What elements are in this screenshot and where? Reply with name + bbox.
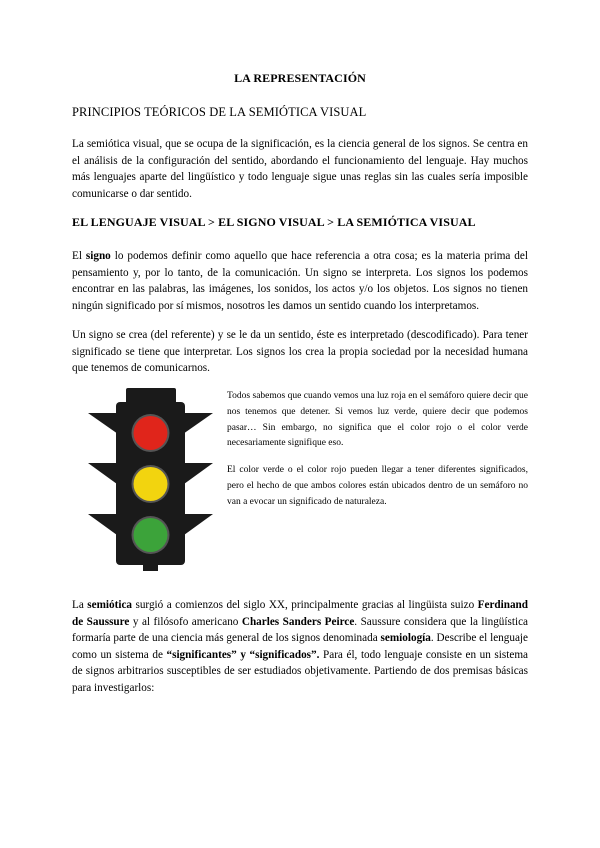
peirce-name: Charles Sanders Peirce: [241, 615, 355, 628]
semiotica-text-5: . Describe el lenguaje como un sistema de: [72, 632, 528, 661]
document-title: LA REPRESENTACIÓN: [234, 71, 366, 85]
signo-paragraph: [72, 248, 528, 314]
significantes-term: “significantes” y “significados”.: [166, 648, 320, 661]
traffic-light-paragraph-2: El color verde o el color rojo pueden llegar a tener diferentes significados, pero el hecho de que ambos colores están ubicados dentro de un semáforo no van a evocar un significado de naturaleza.: [227, 465, 528, 507]
semiotica-text-6: Para él, todo lenguaje consiste en un sistema de signos arbitrarios susceptibles de ser estudiados objetivamente. Partiendo de dos premisas básicas para investigarlos:: [72, 648, 528, 694]
semiotica-text-3: y al filósofo americano: [129, 615, 242, 628]
signo-text-pre: El: [72, 250, 86, 262]
red-lamp: [134, 416, 168, 450]
traffic-light-paragraph-1: Todos sabemos que cuando vemos una luz roja en el semáforo quiere decir que nos tenemos que detener. Si vemos luz verde, quiere decir que podemos pasar… Sin embargo, no significa que el color rojo o el color verde necesariamente signifique eso.: [227, 391, 528, 449]
semiotica-text-1: La: [72, 599, 88, 611]
semiotica-paragraph: [72, 597, 528, 697]
crea-paragraph: Un signo se crea (del referente) y se le da un sentido, éste es interpretado (descodificado). Para tener significado se tiene que interpretar. Los signos los crea la propia sociedad por la necesidad humana que tenemos de comunicarnos.: [72, 329, 528, 375]
traffic-light-icon: [88, 388, 213, 571]
signo-text-post: lo podemos definir como aquello que hace referencia a otra cosa; es la materia prima del pensamiento y, por lo tanto, de la comunicación. Un signo se interpreta. Los signos los podemos encontrar en las palabras, las imágenes, los sonidos, los actos y/o los objetos. Los signos no tienen ningún significado por sí mismos, nosotros les damos un sentido cuando los interpretamos.: [72, 250, 528, 312]
housing-top: [126, 388, 176, 404]
document-subtitle: PRINCIPIOS TEÓRICOS DE LA SEMIÓTICA VISUAL: [72, 105, 367, 119]
semiotica-bold-term: semiótica: [87, 599, 133, 611]
intro-paragraph: La semiótica visual, que se ocupa de la significación, es la ciencia general de los signos. Se centra en el análisis de la configuración del sentido, abordando el funcionamiento del lenguaje. Hay muchos más lenguajes aparte del lingüístico y todo lenguaje sigue unas reglas sin las cuales sería imposible comunicarse o dar sentido.: [72, 138, 528, 200]
semiotica-text-2: surgió a comienzos del siglo XX, principalmente gracias al lingüista suizo: [132, 599, 478, 611]
green-lamp: [134, 518, 168, 552]
signo-bold-term: signo: [85, 250, 111, 262]
housing-pole: [143, 563, 158, 571]
yellow-lamp: [134, 467, 168, 501]
saussure-name: Ferdinand de Saussure: [72, 599, 528, 628]
traffic-light-lamps: [132, 414, 170, 554]
semiologia-term: semiología: [380, 632, 431, 645]
section-heading: EL LENGUAJE VISUAL > EL SIGNO VISUAL > LA SEMIÓTICA VISUAL: [72, 215, 476, 229]
semiotica-text-4: . Saussure considera que la lingüística formaría parte de una ciencia más general de los signos denominada: [72, 615, 529, 645]
